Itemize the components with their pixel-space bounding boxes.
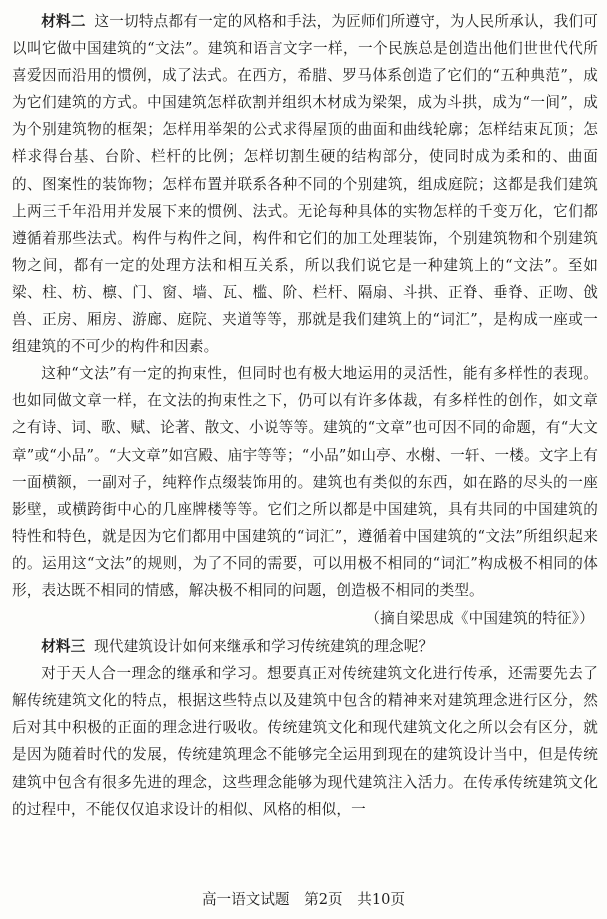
material3-heading-text: 现代建筑设计如何来继承和学习传统建筑的理念呢？ xyxy=(94,638,434,656)
material2-paragraph-1 xyxy=(12,8,598,360)
material3-heading xyxy=(12,633,598,660)
footer-exam-title: 高一语文试题 xyxy=(201,891,290,908)
material2-source: （摘自梁思成《中国建筑的特征》） xyxy=(365,610,594,628)
footer-total-pages: 共10页 xyxy=(357,891,406,908)
footer-page-number: 第2页 xyxy=(304,891,343,908)
page-footer xyxy=(0,889,607,911)
material2-label: 材料二 xyxy=(41,13,86,30)
material3-paragraph-1: 对于天人合一理念的继承和学习。想要真正对传统建筑文化进行传承，还需要先去了解传统建筑文化的特点，根据这些特点以及建筑中包含的精神来对建筑理念进行区分，然后对其中积极的正面的理念进行吸收。传统建筑文化和现代建筑文化之所以会有区分，就是因为随着时代的发展，传统建筑理念不能够完全运用到现在的建筑设计当中，但是传统建筑中包含有很多先进的理念，这些理念能够为现代建筑注入活力。在传承传统建筑文化的过程中，不能仅仅追求设计的相似、风格的相似，一 xyxy=(12,665,598,818)
material2-para1-text: 这一切特点都有一定的风格和手法，为匠师们所遵守，为人民所承认，我们可以叫它做中国建筑的“文法”。建筑和语言文字一样，一个民族总是创造出他们世世代代所喜爱因而沿用的惯例，成了法式。在西方，希腊、罗马体系创造了它们的“五种典范”，成为它们建筑的方式。中国建筑怎样砍割并组织木材成为梁架，成为斗拱，成为“一间”，成为个别建筑物的框架；怎样用举架的公式求得屋顶的曲面和曲线轮廓；怎样结束瓦顶；怎样求得台基、台阶、栏杆的比例；怎样切割生硬的结构部分，使同时成为柔和的、曲面的、图案性的装饰物；怎样布置并联系各种不同的个别建筑，组成庭院；这都是我们建筑上两三千年沿用并发展下来的惯例、法式。无论每种具体的实物怎样的千变万化，它们都遵循着那些法式。构件与构件之间，构件和它们的加工处理装饰，个别建筑物和个别建筑物之间，都有一定的处理方法和相互关系，所以我们说它是一种建筑上的“文法”。至如梁、柱、枋、檩、门、窗、墙、瓦、槛、阶、栏杆、隔扇、斗拱、正脊、垂脊、正吻、戗兽、正房、厢房、游廊、庭院、夹道等等，那就是我们建筑上的“词汇”，是构成一座或一组建筑的不可少的构件和因素。 xyxy=(12,13,599,356)
document-page xyxy=(12,8,598,888)
material2-paragraph-2: 这种“文法”有一定的拘束性，但同时也有极大地运用的灵活性，能有多样性的表现。也如同做文章一样，在文法的拘束性之下，仍可以有许多体裁，有多样性的创作，如文章之有诗、词、歌、赋、论著、散文、小说等等。建筑的“文章”也可因不同的命题，有“大文章”或“小品”。“大文章”如宫殿、庙宇等等；“小品”如山亭、水榭、一轩、一楼。文字上有一面横额，一副对子，纯粹作点缀装饰用的。建筑也有类似的东西，如在路的尽头的一座影壁，或横跨街中心的几座牌楼等等。它们之所以都是中国建筑，具有共同的中国建筑的特性和特色，就是因为它们都用中国建筑的“词汇”，遵循着中国建筑的“文法”所组织起来的。运用这“文法”的规则，为了不同的需要，可以用极不相同的“词汇”构成极不相同的体形，表达既不相同的情感，解决极不相同的问题，创造极不相同的类型。 xyxy=(12,365,598,599)
material3-label: 材料三 xyxy=(41,638,86,656)
